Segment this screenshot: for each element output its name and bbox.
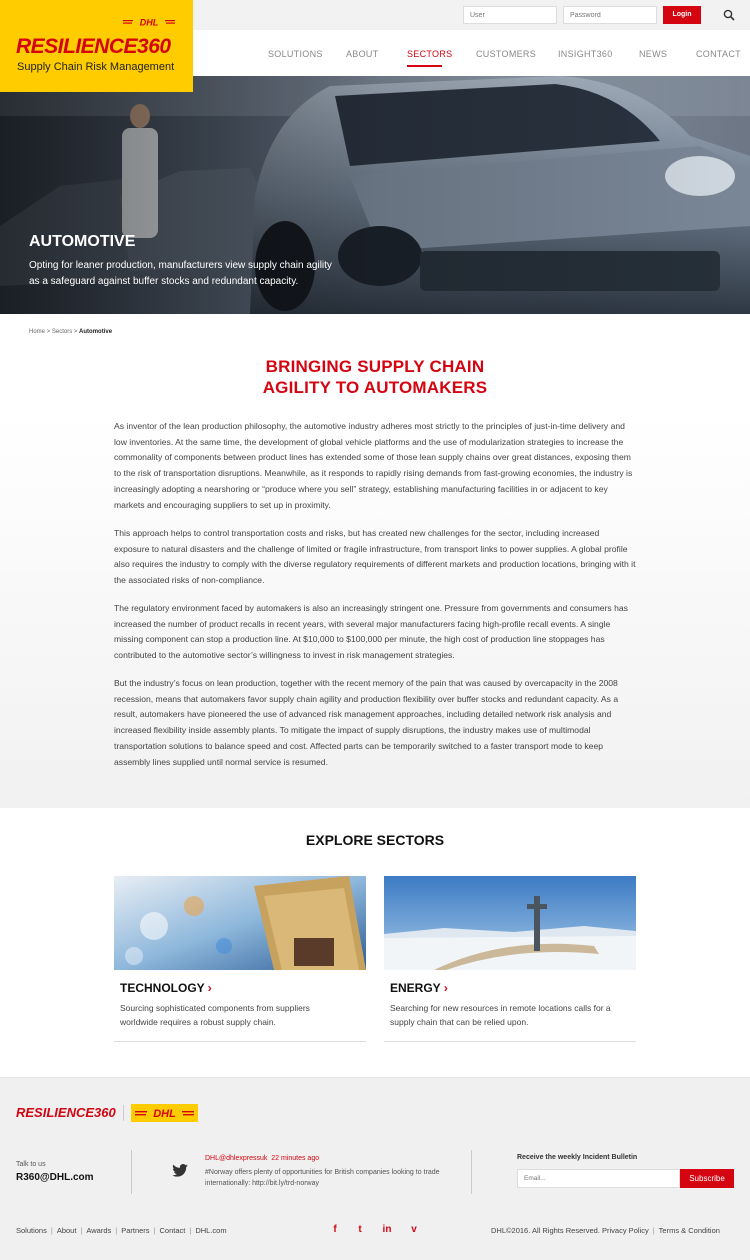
chevron-right-icon: ›	[207, 981, 212, 995]
technology-card-title[interactable]	[120, 981, 212, 995]
energy-image	[384, 876, 636, 970]
article-paragraph: The regulatory environment faced by automakers is also an increasingly stringent one. Pressure from governments and consumers has increased the number of product recalls in recent years, with several major manufacturers facing high-profile recall events. A single missing component can stop a production line. At $10,000 to $100,000 per minute, the high cost of production line stoppages has contributed to the automotive sector’s willingness to invest in risk management strategies.	[114, 603, 628, 661]
footer-divider	[471, 1150, 472, 1194]
svg-text:DHL: DHL	[153, 1108, 176, 1120]
linkedin-icon[interactable]: in	[382, 1224, 392, 1235]
technology-image	[114, 876, 366, 970]
tweet-header[interactable]	[205, 1155, 319, 1162]
technology-card-image[interactable]	[114, 876, 366, 970]
footer-link-contact[interactable]: Contact	[159, 1226, 186, 1235]
tweet-handle[interactable]: DHL@dhlexpressuk	[205, 1155, 268, 1162]
nav-customers[interactable]: CUSTOMERS	[476, 49, 537, 59]
terms-link[interactable]: Terms & Condition	[658, 1226, 720, 1235]
footer-link-partners[interactable]: Partners	[121, 1226, 150, 1235]
breadcrumb-separator: >	[72, 329, 80, 335]
energy-card-title[interactable]	[390, 981, 448, 995]
energy-card-image[interactable]	[384, 876, 636, 970]
article-paragraph: But the industry’s focus on lean production, together with the recent memory of the pain that was caused by overcapacity in the 2008 recession, means that automakers favor supply chain agility and production flexibility over buffer stocks and redundant capacity. As a result, automakers have pioneered the use of advanced risk management approaches, including detailed network risk analysis and increased flexibility inside assembly plants. To mitigate the impact of supply disruptions, the industry makes use of multimodal transportation solutions to balance speed and cost. Affected parts can be temporarily switched to a faster transport mode to keep assembly lines supplied until normal service is resumed.	[114, 678, 619, 767]
nav-contact[interactable]: CONTACT	[696, 49, 741, 59]
tweet-time: 22 minutes ago	[271, 1155, 320, 1162]
login-button[interactable]: Login	[663, 6, 701, 24]
talk-label: Talk to us	[16, 1161, 46, 1168]
breadcrumb-separator: >	[45, 329, 52, 335]
breadcrumb	[29, 329, 112, 335]
footer-divider	[131, 1150, 132, 1194]
bulletin-email-input[interactable]	[517, 1169, 680, 1188]
article-headline	[0, 356, 750, 398]
search-icon[interactable]	[723, 9, 735, 21]
subscribe-button[interactable]: Subscribe	[680, 1169, 734, 1188]
footer-link-solutions[interactable]: Solutions	[16, 1226, 47, 1235]
card-divider	[384, 1041, 636, 1042]
energy-card-desc: Searching for new resources in remote locations calls for a supply chain that can be relied upon.	[390, 1003, 611, 1027]
energy-title: ENERGY	[390, 981, 441, 995]
user-input[interactable]	[463, 6, 557, 24]
tweet-text: #Norway offers plenty of opportunities for British companies looking to trade internationally: http://bit.ly/trd-norway	[205, 1169, 440, 1187]
footer-logo-divider	[123, 1105, 124, 1121]
hero-title: AUTOMOTIVE	[29, 233, 136, 250]
breadcrumb-home[interactable]: Home	[29, 329, 46, 335]
facebook-icon[interactable]: f	[333, 1224, 337, 1235]
technology-title: TECHNOLOGY	[120, 981, 205, 995]
headline-line-2: AGILITY TO AUTOMAKERS	[262, 378, 488, 397]
nav-news[interactable]: NEWS	[639, 49, 668, 59]
footer-brand[interactable]: RESILIENCE360	[16, 1105, 116, 1120]
privacy-link[interactable]: Privacy Policy	[602, 1226, 649, 1235]
nav-solutions[interactable]: SOLUTIONS	[268, 49, 323, 59]
dhl-logo	[123, 17, 175, 27]
footer-links: Solutions | About | Awards | Partners | Contact | DHL.com	[16, 1226, 227, 1235]
brand-name: RESILIENCE360	[16, 35, 171, 58]
nav-about[interactable]: ABOUT	[346, 49, 379, 59]
nav-insight360[interactable]: INSIGHT360	[558, 49, 613, 59]
twitter-icon[interactable]	[172, 1164, 188, 1177]
footer-link-dhl[interactable]: DHL.com	[195, 1226, 227, 1235]
vimeo-icon[interactable]: v	[411, 1224, 417, 1235]
technology-card-desc: Sourcing sophisticated components from suppliers worldwide requires a robust supply chain.	[120, 1003, 310, 1027]
nav-sectors[interactable]: SECTORS	[407, 49, 453, 59]
footer-dhl-logo[interactable]	[131, 1104, 198, 1122]
password-input[interactable]	[563, 6, 657, 24]
hero-subtitle: Opting for leaner production, manufacturers view supply chain agility as a safeguard against buffer stocks and redundant capacity.	[29, 260, 332, 287]
article-paragraph: This approach helps to control transportation costs and risks, but has created new challenges for the sector, including increased exposure to natural disasters and the challenge of limited or fragile infrastructure, from transport links to power supplies. A global profile also requires the industry to comply with the diverse regulatory requirements of different markets and production locations, bringing with it the associated risks of non-compliance.	[114, 528, 636, 586]
headline-line-1: BRINGING SUPPLY CHAIN	[265, 357, 485, 376]
breadcrumb-current: Automotive	[79, 329, 113, 335]
bulletin-label: Receive the weekly Incident Bulletin	[517, 1154, 638, 1161]
copyright-bar: DHL©2016. All Rights Reserved. Privacy Policy | Terms & Condition	[491, 1226, 720, 1235]
brand-logo-block[interactable]	[0, 0, 193, 92]
copyright-text: DHL©2016. All Rights Reserved.	[491, 1226, 600, 1235]
brand-tagline: Supply Chain Risk Management	[17, 61, 175, 73]
footer-link-about[interactable]: About	[56, 1226, 77, 1235]
chevron-right-icon: ›	[443, 981, 448, 995]
svg-text:DHL: DHL	[139, 17, 159, 27]
twitter-social-icon[interactable]: t	[358, 1224, 362, 1235]
contact-email-link[interactable]: R360@DHL.com	[16, 1172, 94, 1183]
card-divider	[114, 1041, 366, 1042]
explore-sectors-title: EXPLORE SECTORS	[305, 832, 445, 848]
footer-link-awards[interactable]: Awards	[86, 1226, 112, 1235]
breadcrumb-sectors[interactable]: Sectors	[51, 329, 73, 335]
nav-active-indicator	[407, 65, 442, 67]
article-paragraph: As inventor of the lean production philosophy, the automotive industry adheres most strictly to the principles of just-in-time delivery and low inventories. At the same time, the development of global vehicle platforms and the use of modularization strategies to increase the commonality of components between product lines has extended some of those lean supply chains over great distances, exposing them to the risk of transportation disruptions. Meanwhile, as it responds to rapidly rising demands from fast-growing economies, the industry is increasingly adopting a nearshoring or “produce where you sell” strategy, establishing manufacturing facilities in or adjacent to key markets and encouraging suppliers to set up in proximity.	[114, 421, 633, 510]
